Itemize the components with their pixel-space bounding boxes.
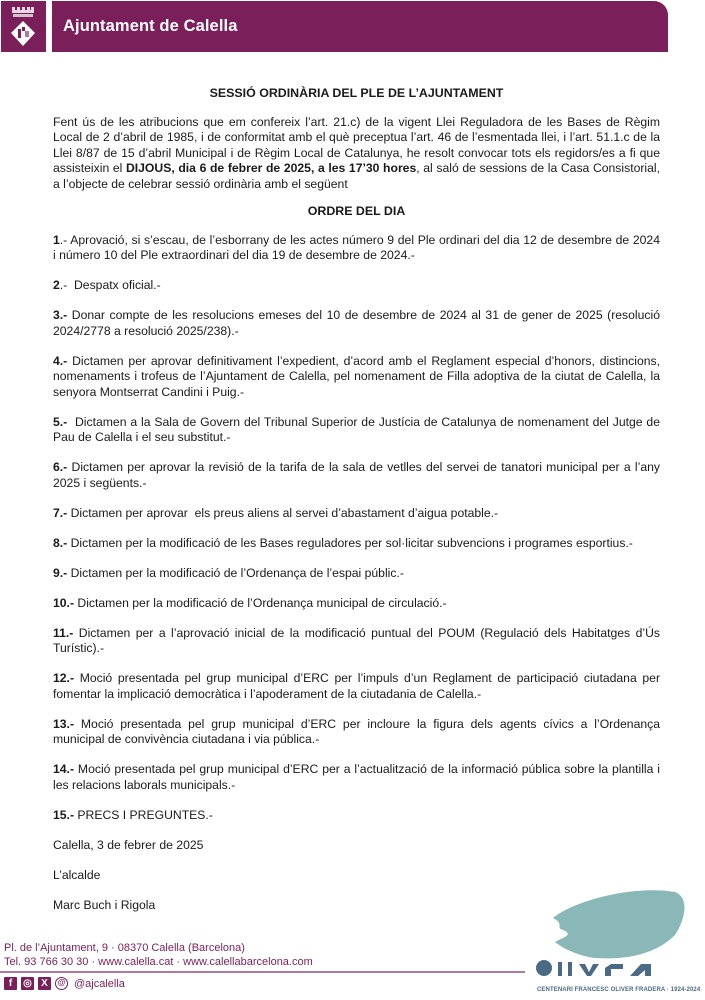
- item-number: 1: [53, 232, 60, 247]
- footer-address-line: Pl. de l’Ajuntament, 9 · 08370 Calella (Barcelona): [4, 942, 245, 954]
- intro-paragraph: [53, 115, 660, 193]
- item-text: Dictamen per la modificació de l’Ordenança municipal de circulació.-: [77, 595, 447, 610]
- agenda-item: [53, 626, 660, 657]
- item-number: 5.-: [53, 414, 68, 429]
- footer-contact-line: Tel. 93 766 30 30 · www.calella.cat · www.calellabarcelona.com: [4, 955, 313, 968]
- header-bar: [52, 1, 668, 52]
- item-number: 8.-: [53, 535, 68, 550]
- item-text: Dictamen per aprovar definitivament l’expedient, d’acord amb el Reglament especial d’honors, distincions, nomenaments i trofeus de l’Ajuntament de Calella, pel nomenament de Filla adoptiva de la ciutat de Calella, la senyora Montserrat Candini i Puig.-: [53, 353, 660, 399]
- item-number: 9.-: [53, 565, 68, 580]
- item-sep: [67, 415, 75, 429]
- centenary-caption: CENTENARI FRANCESC OLIVER FRADERA · 1924-2024: [537, 987, 701, 993]
- agenda-item: [53, 506, 660, 522]
- item-text: Dictamen per la modificació de l’Ordenança de l’espai públic.-: [70, 565, 404, 580]
- document-body: [53, 86, 660, 928]
- document-title: SESSIÓ ORDINÀRIA DEL PLE DE L’AJUNTAMENT: [209, 86, 504, 100]
- item-sep: .-: [59, 232, 71, 247]
- item-text: Moció presentada pel grup municipal d’ERC per a l’actualització de la informació pública sobre la plantilla i les relacions laborals municipals.-: [53, 762, 660, 792]
- coat-of-arms-logo: [1, 1, 46, 52]
- agenda-item: [53, 671, 660, 702]
- session-date-time: DIJOUS, dia 6 de febrer de 2025, a les 17’30 hores: [125, 161, 417, 175]
- item-number: 12.-: [53, 671, 75, 685]
- item-number: 3.-: [53, 308, 68, 322]
- social-handle[interactable]: @ajcalella: [74, 977, 125, 990]
- item-number: 6.-: [53, 460, 68, 474]
- agenda-item: [53, 536, 660, 552]
- agenda-item: [53, 308, 660, 339]
- x-icon[interactable]: X: [38, 977, 51, 990]
- place-date: Calella, 3 de febrer de 2025: [53, 837, 204, 852]
- signer-role: L’alcalde: [53, 867, 101, 882]
- item-number: 13.-: [53, 716, 75, 731]
- instagram-icon[interactable]: ◎: [21, 977, 34, 990]
- item-sep: .-: [59, 278, 74, 292]
- item-sep: [74, 717, 81, 731]
- agenda-item: [53, 808, 660, 824]
- coat-of-arms-icon: [1, 1, 46, 52]
- item-number: 11.-: [53, 625, 74, 640]
- item-number: 4.-: [53, 353, 68, 368]
- item-text: Dictamen per a l’aprovació inicial de la modificació puntual del POUM (Regulació dels Habitatges d’Ús Turístic).-: [53, 625, 660, 655]
- intro-text-end: , al saló de sessions de la Casa Consistorial, a l’objecte de celebrar sessió ordinària amb el següent: [53, 161, 660, 191]
- signer-name: Marc Buch i Rigola: [53, 897, 156, 912]
- agenda-item: [53, 278, 660, 294]
- item-text: Despatx oficial.-: [74, 278, 161, 292]
- item-text: Aprovació, si s’escau, de l’esborrany de les actes número 9 del Ple ordinari del dia 12 de desembre de 2024 i número 10 del Ple extraordinari del dia 19 de desembre de 2024.-: [53, 232, 660, 262]
- social-links: [4, 977, 125, 990]
- agenda-item: [53, 566, 660, 582]
- agenda-item: [53, 233, 660, 264]
- agenda-item: [53, 717, 660, 748]
- item-number: 7.-: [53, 505, 68, 520]
- item-text: Donar compte de les resolucions emeses del 10 de desembre de 2024 al 31 de gener de 2025 (resolució 2024/2778 a resolució 2025/238).-: [53, 308, 660, 338]
- item-text: PRECS I PREGUNTES.-: [77, 807, 213, 822]
- facebook-icon[interactable]: f: [4, 977, 17, 990]
- intro-text: Fent ús de les atribucions que em confereix l’art. 21.c) de la vigent Llei Reguladora de les Bases de Règim Local de 2 d’abril de 1985, i de conformitat amb el què preceptua l’art. 46 de l’esmentada llei, i l’art. 51.1.c de la Llei 8/87 de 15 d’abril Municipal i de Règim Local de Catalunya, he resolt convocar tots els regidors/es a fi que assisteixin el: [53, 114, 660, 175]
- threads-icon[interactable]: @: [55, 977, 68, 990]
- brush-stroke-icon: [553, 890, 684, 958]
- agenda-item: [53, 596, 660, 612]
- item-text: Dictamen per la modificació de les Bases reguladores per sol·licitar subvencions i programes esportius.-: [70, 535, 633, 550]
- agenda-item: [53, 415, 660, 446]
- item-text: Moció presentada pel grup municipal d’ERC per incloure la figura dels agents cívics a l’Ordenança municipal de convivència ciutadana i via pública.-: [53, 716, 661, 746]
- agenda-item: [53, 354, 660, 401]
- agenda-item: [53, 762, 660, 793]
- item-text: Moció presentada pel grup municipal d’ERC per l’impuls d’un Reglament de participació ciutadana per fomentar la implicació democràtica i l’apoderament de la ciutadania de Calella.-: [53, 671, 660, 701]
- footer-divider: [0, 971, 525, 973]
- item-number: 2: [53, 278, 60, 292]
- agenda-title: ORDRE DEL DIA: [307, 204, 406, 218]
- item-text: Dictamen a la Sala de Govern del Tribunal Superior de Justícia de Catalunya de nomenament del Jutge de Pau de Calella i el seu substitut.-: [53, 414, 660, 444]
- item-text: Dictamen per aprovar els preus aliens al servei d’abastament d’aigua potable.-: [70, 505, 499, 520]
- agenda-item: [53, 460, 660, 491]
- oliver-centenary-logo: [525, 880, 705, 1000]
- item-number: 14.-: [53, 762, 75, 776]
- organization-name: Ajuntament de Calella: [63, 17, 238, 35]
- footer-contact: [4, 942, 313, 969]
- item-text: Dictamen per aprovar la revisió de la tarifa de la sala de vetlles del servei de tanatori municipal per a l’any 2025 i següents.-: [53, 460, 660, 490]
- agenda-list: [53, 233, 660, 824]
- item-number: 10.-: [53, 595, 75, 610]
- item-number: 15.-: [53, 807, 75, 822]
